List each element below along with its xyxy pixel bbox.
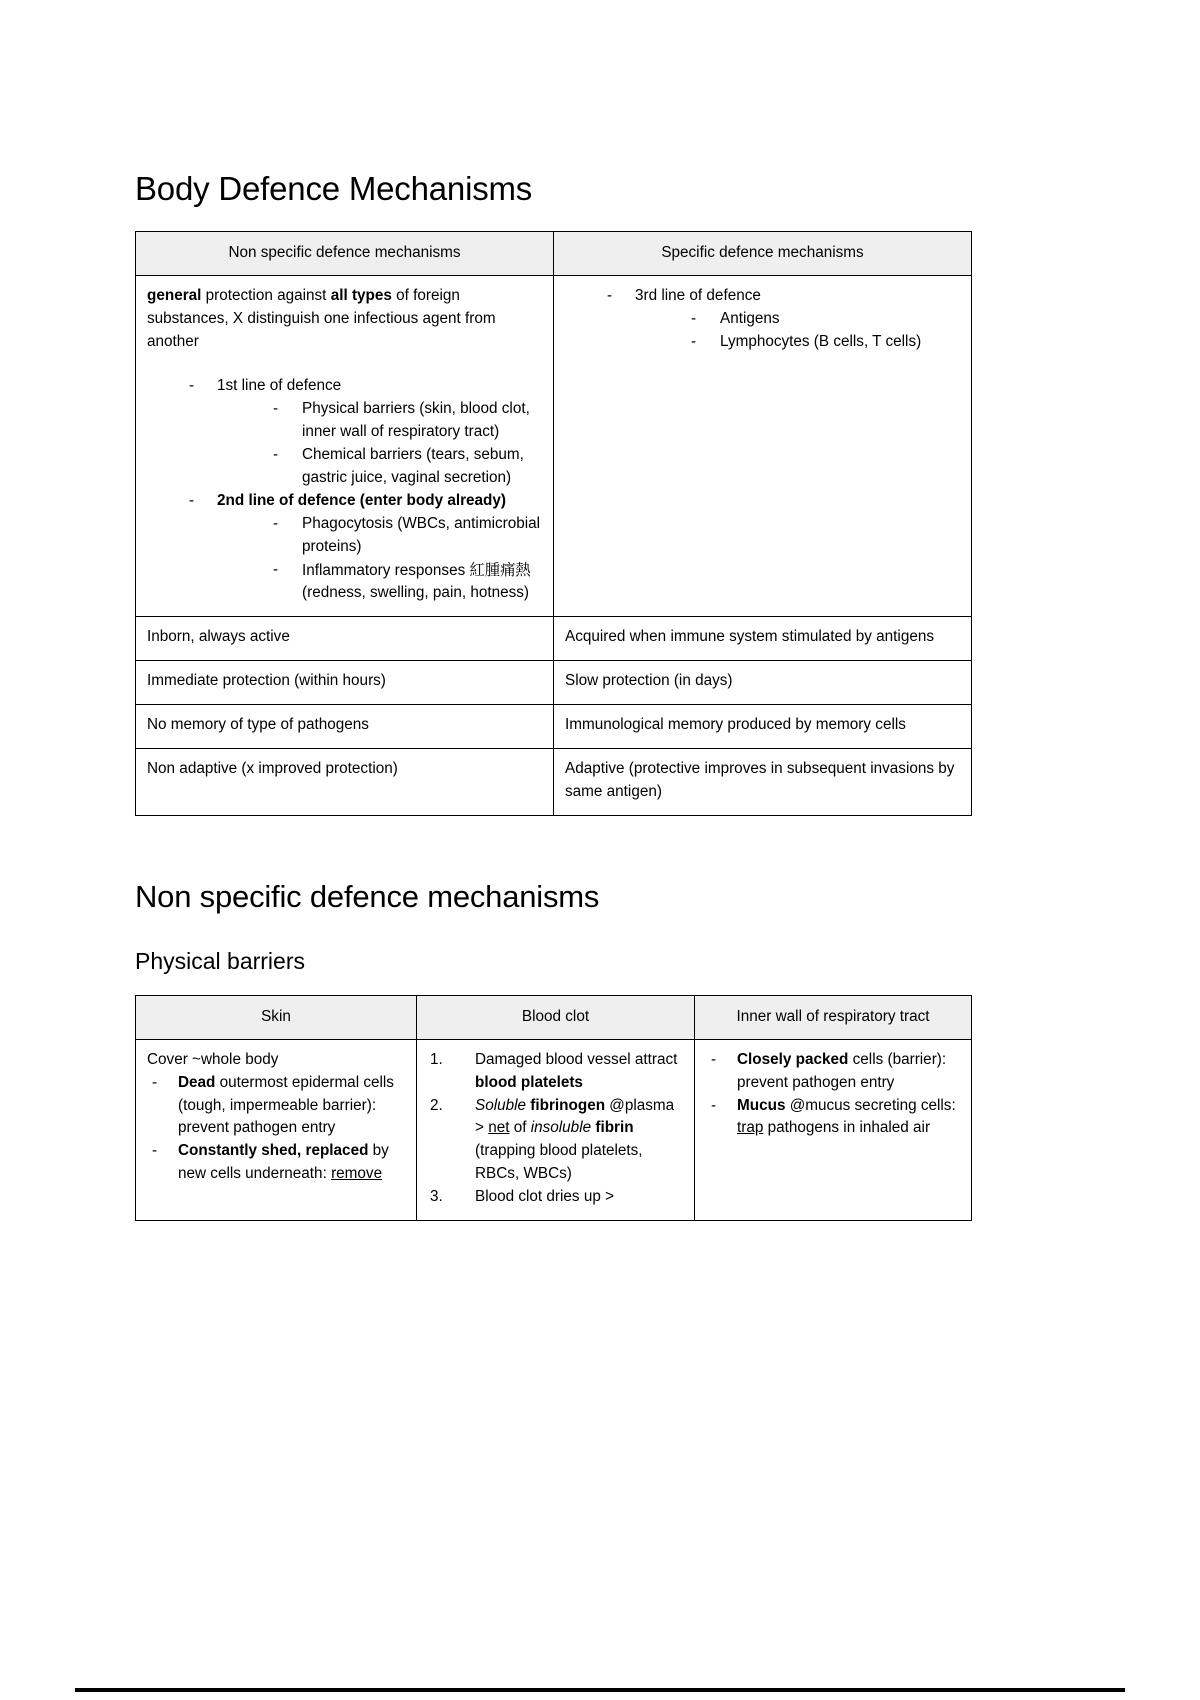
table-header-row bbox=[136, 995, 972, 1039]
fibrin-bold: fibrin bbox=[591, 1119, 634, 1137]
inflammatory-cjk-term: 紅腫痛熱 bbox=[469, 560, 531, 579]
defence-comparison-table bbox=[135, 231, 972, 816]
list-item-third-line bbox=[604, 285, 960, 354]
all-types-bold: all types bbox=[330, 287, 392, 305]
table-row bbox=[136, 661, 972, 705]
first-line-label: 1st line of defence bbox=[217, 377, 342, 394]
spacer bbox=[135, 977, 1065, 995]
list-item: - Chemical barriers (tears, sebum, gastric juice, vaginal secretion) bbox=[271, 444, 542, 490]
list-item-step-2 bbox=[430, 1095, 683, 1187]
soluble-italic: Soluble bbox=[475, 1096, 527, 1114]
replaced-bold: replaced bbox=[305, 1142, 369, 1160]
spacer bbox=[135, 917, 1065, 947]
page-bottom-rule bbox=[75, 1688, 1125, 1692]
list-item-closely-packed bbox=[706, 1049, 960, 1095]
inflammatory-suffix: (redness, swelling, pain, hotness) bbox=[302, 584, 530, 602]
list-item-dead-cells bbox=[147, 1072, 405, 1141]
general-protection-paragraph bbox=[147, 285, 542, 354]
cell-no-memory: No memory of type of pathogens bbox=[136, 705, 554, 749]
step2-mid-2: of bbox=[509, 1119, 531, 1137]
constantly-shed-bold: Constantly shed, bbox=[178, 1142, 302, 1160]
list-item: - Antigens bbox=[689, 308, 960, 331]
mucus-bold: Mucus bbox=[737, 1096, 786, 1114]
cell-specific-overview bbox=[554, 276, 972, 617]
mucus-tail: pathogens in inhaled air bbox=[763, 1119, 931, 1137]
third-line-sublist bbox=[635, 308, 960, 354]
spacer bbox=[147, 354, 542, 375]
cell-inner-wall bbox=[695, 1039, 972, 1221]
closely-packed-rest: cells (barrier): prevent pathogen entry bbox=[737, 1050, 947, 1091]
shed-mid: by new cells underneath: bbox=[178, 1142, 389, 1183]
table-row bbox=[136, 705, 972, 749]
table-header-row bbox=[136, 232, 972, 276]
fibrinogen-bold: fibrinogen bbox=[526, 1096, 606, 1114]
list-item-step-3: Blood clot dries up > bbox=[475, 1188, 615, 1206]
skin-intro: Cover ~whole body bbox=[147, 1050, 279, 1068]
list-item-inflammatory bbox=[271, 559, 542, 606]
physical-barriers-table bbox=[135, 995, 972, 1222]
step1-pre: Damaged blood vessel attract bbox=[475, 1050, 678, 1068]
intro-text-2: of foreign substances, X distinguish one infectious agent from another bbox=[147, 287, 496, 351]
table-row bbox=[136, 276, 972, 617]
second-line-sublist bbox=[217, 513, 542, 606]
step2-mid-1: @plasma > bbox=[475, 1096, 675, 1137]
cell-blood-clot bbox=[417, 1039, 695, 1221]
insoluble-italic: insoluble bbox=[530, 1119, 592, 1137]
third-line-label: 3rd line of defence bbox=[635, 287, 761, 305]
column-header-blood-clot: Blood clot bbox=[417, 995, 695, 1039]
subsection-heading-physical-barriers: Physical barriers bbox=[135, 947, 305, 974]
table-row bbox=[136, 617, 972, 661]
specific-defence-list bbox=[565, 285, 960, 354]
spacer bbox=[135, 816, 1065, 878]
column-header-non-specific: Non specific defence mechanisms bbox=[136, 232, 554, 276]
cell-non-adaptive: Non adaptive (x improved protection) bbox=[136, 749, 554, 816]
blood-platelets-bold: blood platelets bbox=[475, 1073, 583, 1091]
cell-immunological-memory: Immunological memory produced by memory cells bbox=[554, 705, 972, 749]
trap-underline: trap bbox=[737, 1119, 764, 1137]
list-item-first-line bbox=[186, 375, 542, 490]
closely-packed-bold: Closely packed bbox=[737, 1050, 849, 1068]
cell-adaptive: Adaptive (protective improves in subsequent invasions by same antigen) bbox=[554, 749, 972, 816]
defence-lines-list bbox=[147, 375, 542, 605]
section-heading-non-specific: Non specific defence mechanisms bbox=[135, 879, 600, 915]
inflammatory-prefix: Inflammatory responses bbox=[302, 561, 470, 579]
list-item: - Lymphocytes (B cells, T cells) bbox=[689, 331, 960, 354]
list-item: - Physical barriers (skin, blood clot, inner wall of respiratory tract) bbox=[271, 398, 542, 444]
spacer bbox=[135, 209, 1065, 231]
table-row bbox=[136, 1039, 972, 1221]
second-line-label: 2nd line of defence (enter body already) bbox=[217, 491, 507, 509]
column-header-skin: Skin bbox=[136, 995, 417, 1039]
list-item-step-1 bbox=[430, 1049, 683, 1095]
skin-list bbox=[147, 1072, 405, 1187]
cell-slow-protection: Slow protection (in days) bbox=[554, 661, 972, 705]
cell-acquired: Acquired when immune system stimulated by antigens bbox=[554, 617, 972, 661]
column-header-inner-wall: Inner wall of respiratory tract bbox=[695, 995, 972, 1039]
cell-skin bbox=[136, 1039, 417, 1221]
first-line-sublist bbox=[217, 398, 542, 490]
dead-rest: outermost epidermal cells (tough, impermeable barrier): prevent pathogen entry bbox=[178, 1073, 394, 1137]
blood-clot-steps bbox=[428, 1049, 683, 1210]
page-title: Body Defence Mechanisms bbox=[135, 170, 533, 207]
list-item-constantly-shed bbox=[147, 1140, 405, 1186]
mucus-mid: @mucus secreting cells: bbox=[785, 1096, 956, 1114]
intro-text-1: protection against bbox=[201, 287, 331, 305]
step2-tail: (trapping blood platelets, RBCs, WBCs) bbox=[475, 1142, 643, 1183]
list-item: - Phagocytosis (WBCs, antimicrobial proteins) bbox=[271, 513, 542, 559]
column-header-specific: Specific defence mechanisms bbox=[554, 232, 972, 276]
list-item-mucus bbox=[706, 1095, 960, 1141]
general-bold: general bbox=[147, 287, 202, 305]
cell-immediate-protection: Immediate protection (within hours) bbox=[136, 661, 554, 705]
table-row bbox=[136, 749, 972, 816]
dead-bold: Dead bbox=[178, 1073, 216, 1091]
cell-non-specific-overview bbox=[136, 276, 554, 617]
remove-underline: remove bbox=[331, 1165, 383, 1183]
cell-inborn: Inborn, always active bbox=[136, 617, 554, 661]
inner-wall-list bbox=[706, 1049, 960, 1141]
net-underline: net bbox=[488, 1119, 510, 1137]
list-item-second-line bbox=[186, 490, 542, 606]
